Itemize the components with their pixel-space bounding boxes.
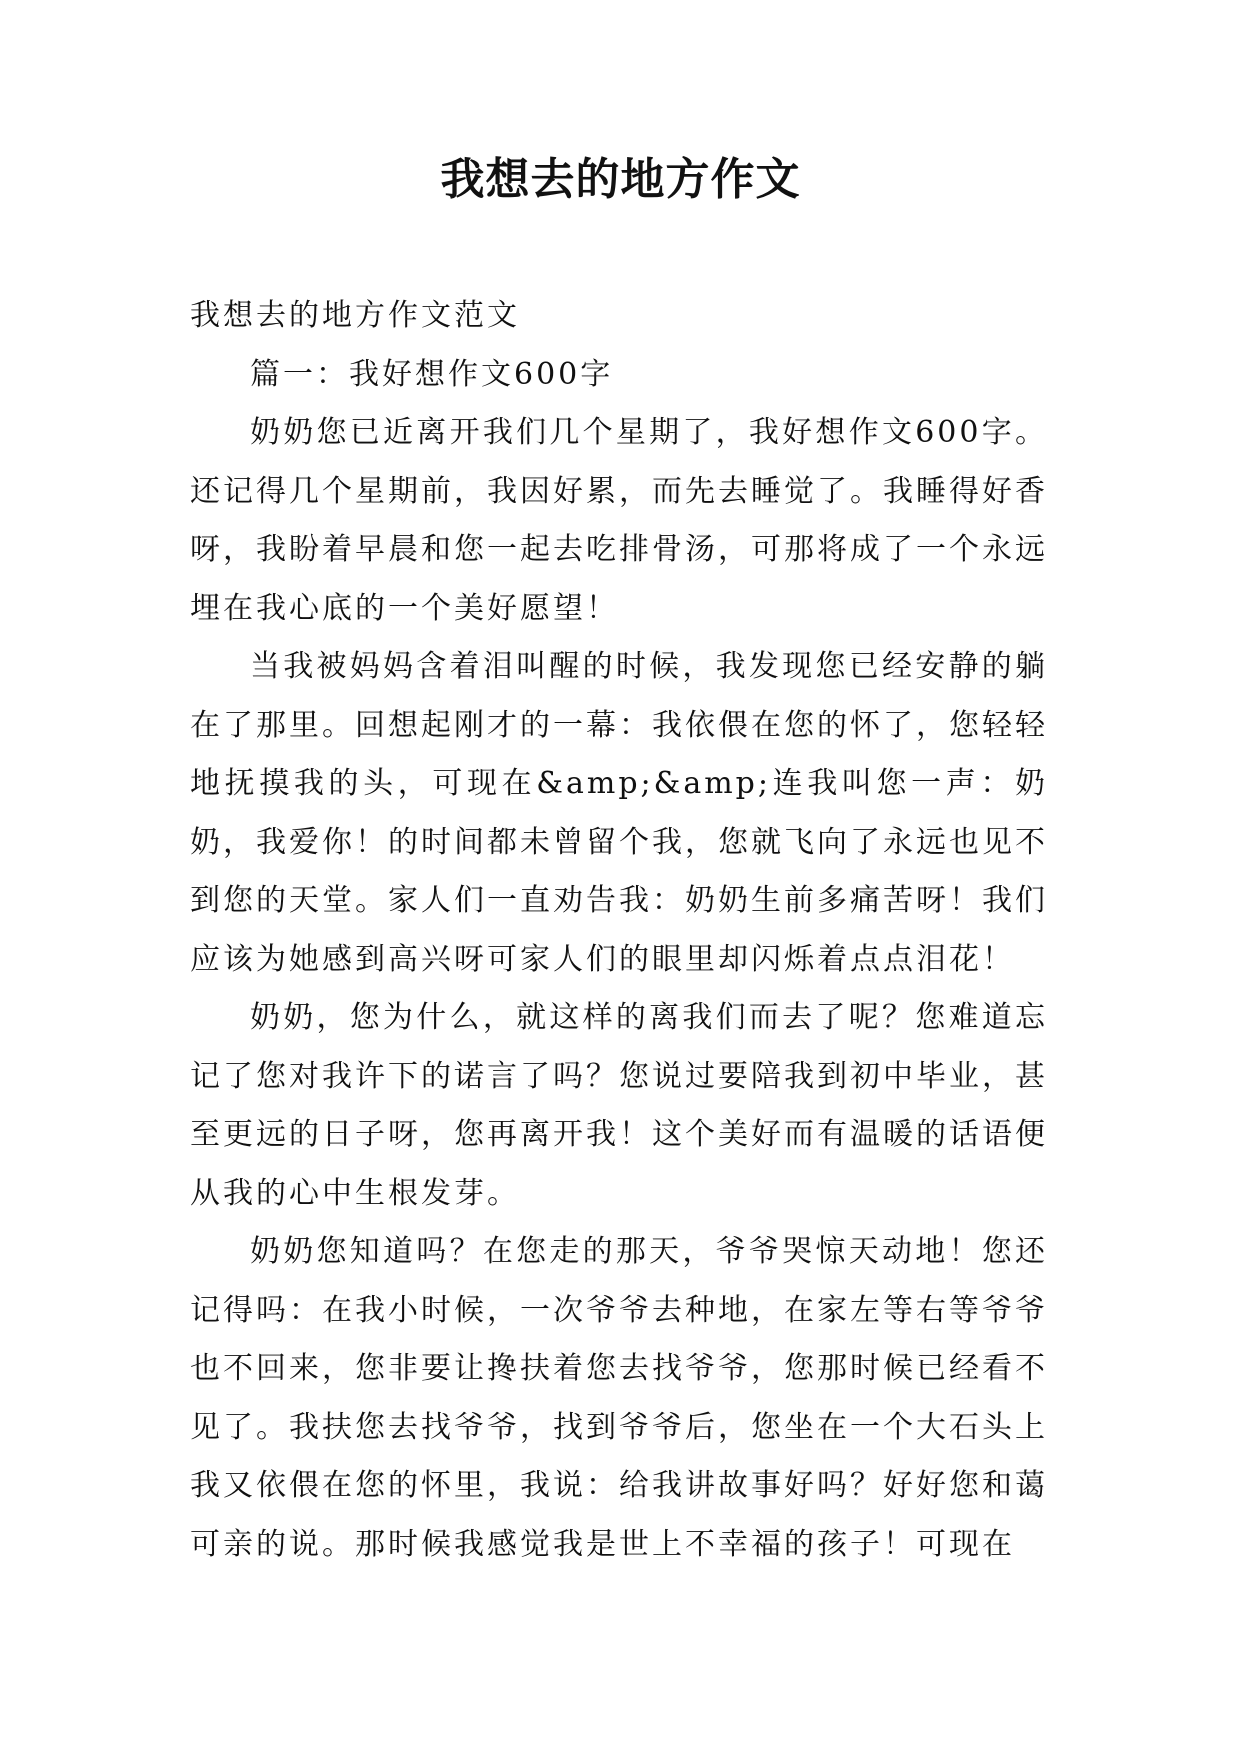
document-body (190, 287, 1048, 1574)
paragraph: 奶奶，您为什么，就这样的离我们而去了呢？您难道忘记了您对我许下的诺言了吗？您说过要陪我到初中毕业，甚至更远的日子呀，您再离开我！这个美好而有温暖的话语便从我的心中生根发芽。 (190, 1000, 1048, 1211)
paragraph: 当我被妈妈含着泪叫醒的时候，我发现您已经安静的躺在了那里。回想起刚才的一幕：我依偎在您的怀了，您轻轻地抚摸我的头，可现在&amp;&amp;连我叫您一声：奶奶，我爱你！的时间都未曾留个我，您就飞向了永远也见不到您的天堂。家人们一直劝告我：奶奶生前多痛苦呀！我们应该为她感到高兴呀可家人们的眼里却闪烁着点点泪花！ (190, 649, 1048, 977)
paragraph: 奶奶您知道吗？在您走的那天，爷爷哭惊天动地！您还记得吗：在我小时候，一次爷爷去种地，在家左等右等爷爷也不回来，您非要让搀扶着您去找爷爷，您那时候已经看不见了。我扶您去找爷爷，找到爷爷后，您坐在一个大石头上我又依偎在您的怀里，我说：给我讲故事好吗？好好您和蔼可亲的说。那时候我感觉我是世上不幸福的孩子！可现在 (190, 1234, 1048, 1562)
section-heading: 篇一：我好想作文600字 (250, 356, 614, 392)
paragraph: 奶奶您已近离开我们几个星期了，我好想作文600字。还记得几个星期前，我因好累，而先去睡觉了。我睡得好香呀，我盼着早晨和您一起去吃排骨汤，可那将成了一个永远埋在我心底的一个美好愿望！ (190, 415, 1048, 626)
subtitle-line: 我想去的地方作文范文 (190, 298, 520, 333)
document-title: 我想去的地方作文 (440, 154, 801, 205)
